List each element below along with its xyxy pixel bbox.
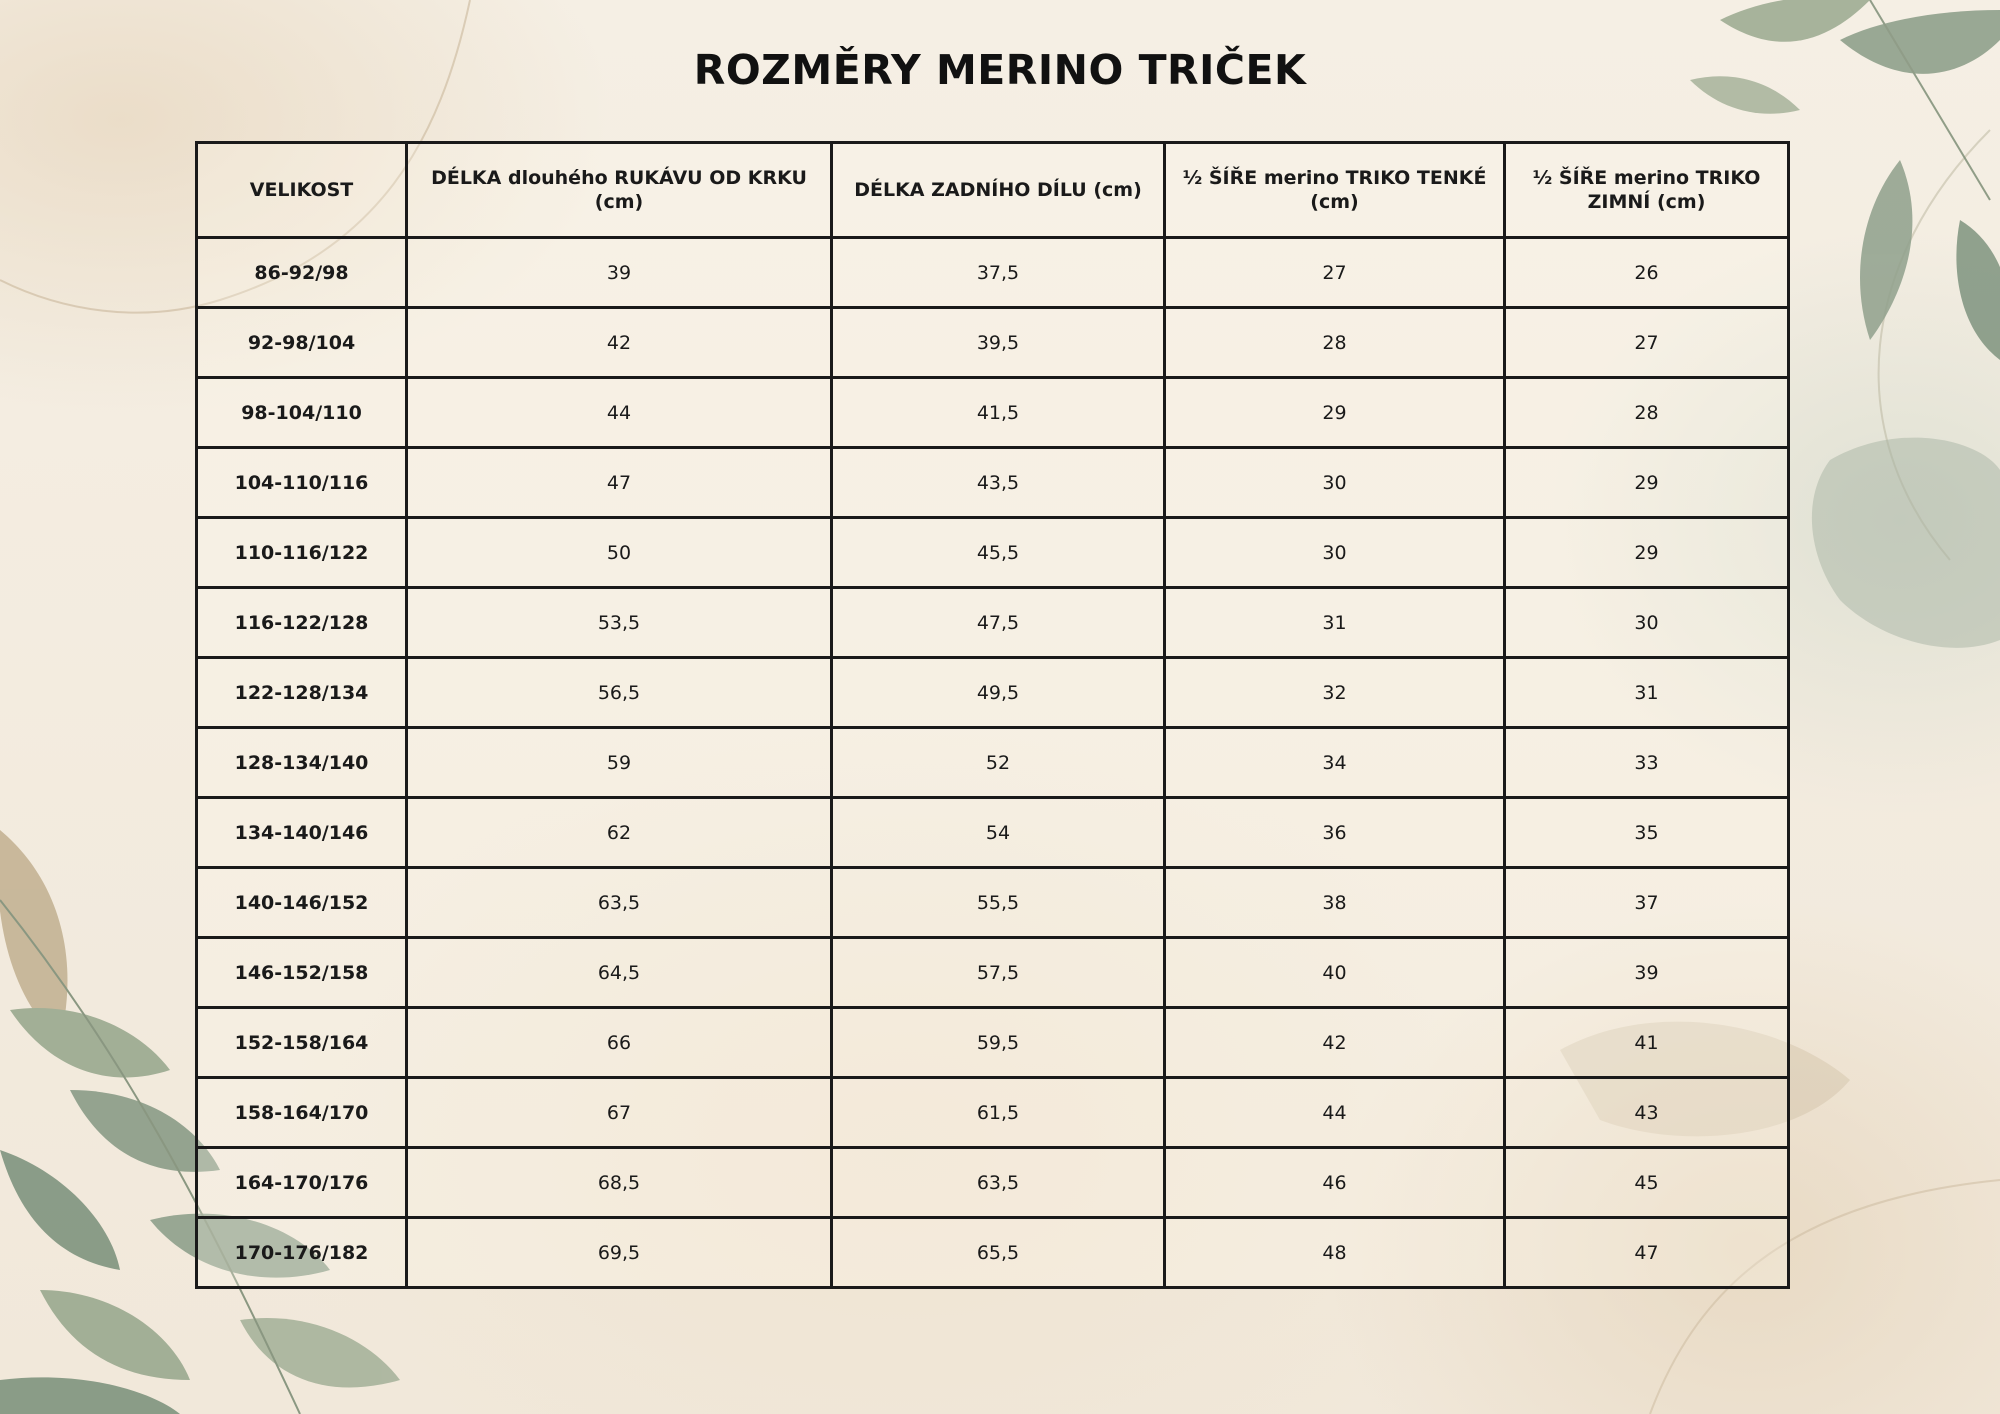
table-row [197,868,1789,938]
half-width-thin-cell: 42 [1165,1008,1505,1078]
half-width-winter-cell: 43 [1505,1078,1789,1148]
sleeve-length-cell: 44 [407,378,832,448]
table-row [197,1008,1789,1078]
back-length-cell: 59,5 [832,1008,1165,1078]
sleeve-length-cell: 64,5 [407,938,832,1008]
back-length-cell: 39,5 [832,308,1165,378]
size-cell: 92-98/104 [197,308,407,378]
size-cell: 164-170/176 [197,1148,407,1218]
half-width-winter-cell: 30 [1505,588,1789,658]
size-cell: 110-116/122 [197,518,407,588]
half-width-thin-cell: 32 [1165,658,1505,728]
size-cell: 128-134/140 [197,728,407,798]
header-half-width-winter: ½ ŠÍŘE merino TRIKO ZIMNÍ (cm) [1505,143,1789,238]
table-row [197,1148,1789,1218]
size-cell: 134-140/146 [197,798,407,868]
half-width-winter-cell: 35 [1505,798,1789,868]
sleeve-length-cell: 47 [407,448,832,518]
table-row [197,378,1789,448]
half-width-winter-cell: 28 [1505,378,1789,448]
back-length-cell: 47,5 [832,588,1165,658]
half-width-winter-cell: 37 [1505,868,1789,938]
header-row [197,143,1789,238]
size-cell: 122-128/134 [197,658,407,728]
sleeve-length-cell: 42 [407,308,832,378]
table-row [197,938,1789,1008]
back-length-cell: 57,5 [832,938,1165,1008]
half-width-thin-cell: 40 [1165,938,1505,1008]
half-width-winter-cell: 45 [1505,1148,1789,1218]
back-length-cell: 49,5 [832,658,1165,728]
table-row [197,1218,1789,1288]
half-width-winter-cell: 26 [1505,238,1789,308]
sleeve-length-cell: 50 [407,518,832,588]
sleeve-length-cell: 63,5 [407,868,832,938]
back-length-cell: 65,5 [832,1218,1165,1288]
half-width-winter-cell: 41 [1505,1008,1789,1078]
table-row [197,518,1789,588]
half-width-thin-cell: 44 [1165,1078,1505,1148]
half-width-winter-cell: 29 [1505,518,1789,588]
table-row [197,658,1789,728]
half-width-winter-cell: 33 [1505,728,1789,798]
size-cell: 146-152/158 [197,938,407,1008]
page-title: ROZMĚRY MERINO TRIČEK [693,46,1307,94]
size-cell: 158-164/170 [197,1078,407,1148]
sleeve-length-cell: 53,5 [407,588,832,658]
half-width-winter-cell: 29 [1505,448,1789,518]
size-table [195,141,1790,1289]
table-row [197,448,1789,518]
half-width-thin-cell: 30 [1165,518,1505,588]
sleeve-length-cell: 59 [407,728,832,798]
half-width-winter-cell: 31 [1505,658,1789,728]
back-length-cell: 37,5 [832,238,1165,308]
half-width-thin-cell: 46 [1165,1148,1505,1218]
table-body [197,238,1789,1288]
sleeve-length-cell: 68,5 [407,1148,832,1218]
back-length-cell: 63,5 [832,1148,1165,1218]
header-half-width-thin: ½ ŠÍŘE merino TRIKO TENKÉ (cm) [1165,143,1505,238]
header-size: VELIKOST [197,143,407,238]
table-row [197,728,1789,798]
back-length-cell: 41,5 [832,378,1165,448]
table-row [197,308,1789,378]
header-back-length: DÉLKA ZADNÍHO DÍLU (cm) [832,143,1165,238]
sleeve-length-cell: 69,5 [407,1218,832,1288]
half-width-winter-cell: 47 [1505,1218,1789,1288]
size-cell: 98-104/110 [197,378,407,448]
sleeve-length-cell: 62 [407,798,832,868]
size-cell: 170-176/182 [197,1218,407,1288]
back-length-cell: 52 [832,728,1165,798]
table-row [197,798,1789,868]
half-width-thin-cell: 36 [1165,798,1505,868]
half-width-thin-cell: 27 [1165,238,1505,308]
half-width-winter-cell: 39 [1505,938,1789,1008]
size-cell: 140-146/152 [197,868,407,938]
back-length-cell: 43,5 [832,448,1165,518]
table-row [197,238,1789,308]
table-row [197,1078,1789,1148]
sleeve-length-cell: 66 [407,1008,832,1078]
size-cell: 104-110/116 [197,448,407,518]
sleeve-length-cell: 56,5 [407,658,832,728]
table-row [197,588,1789,658]
half-width-thin-cell: 29 [1165,378,1505,448]
sleeve-length-cell: 39 [407,238,832,308]
sleeve-length-cell: 67 [407,1078,832,1148]
half-width-thin-cell: 30 [1165,448,1505,518]
header-sleeve-length: DÉLKA dlouhého RUKÁVU OD KRKU (cm) [407,143,832,238]
half-width-thin-cell: 28 [1165,308,1505,378]
back-length-cell: 55,5 [832,868,1165,938]
back-length-cell: 45,5 [832,518,1165,588]
half-width-thin-cell: 34 [1165,728,1505,798]
size-cell: 116-122/128 [197,588,407,658]
table-header [197,143,1789,238]
back-length-cell: 61,5 [832,1078,1165,1148]
size-cell: 86-92/98 [197,238,407,308]
half-width-thin-cell: 48 [1165,1218,1505,1288]
size-cell: 152-158/164 [197,1008,407,1078]
wash-right [1812,438,2000,648]
half-width-thin-cell: 38 [1165,868,1505,938]
half-width-winter-cell: 27 [1505,308,1789,378]
half-width-thin-cell: 31 [1165,588,1505,658]
back-length-cell: 54 [832,798,1165,868]
